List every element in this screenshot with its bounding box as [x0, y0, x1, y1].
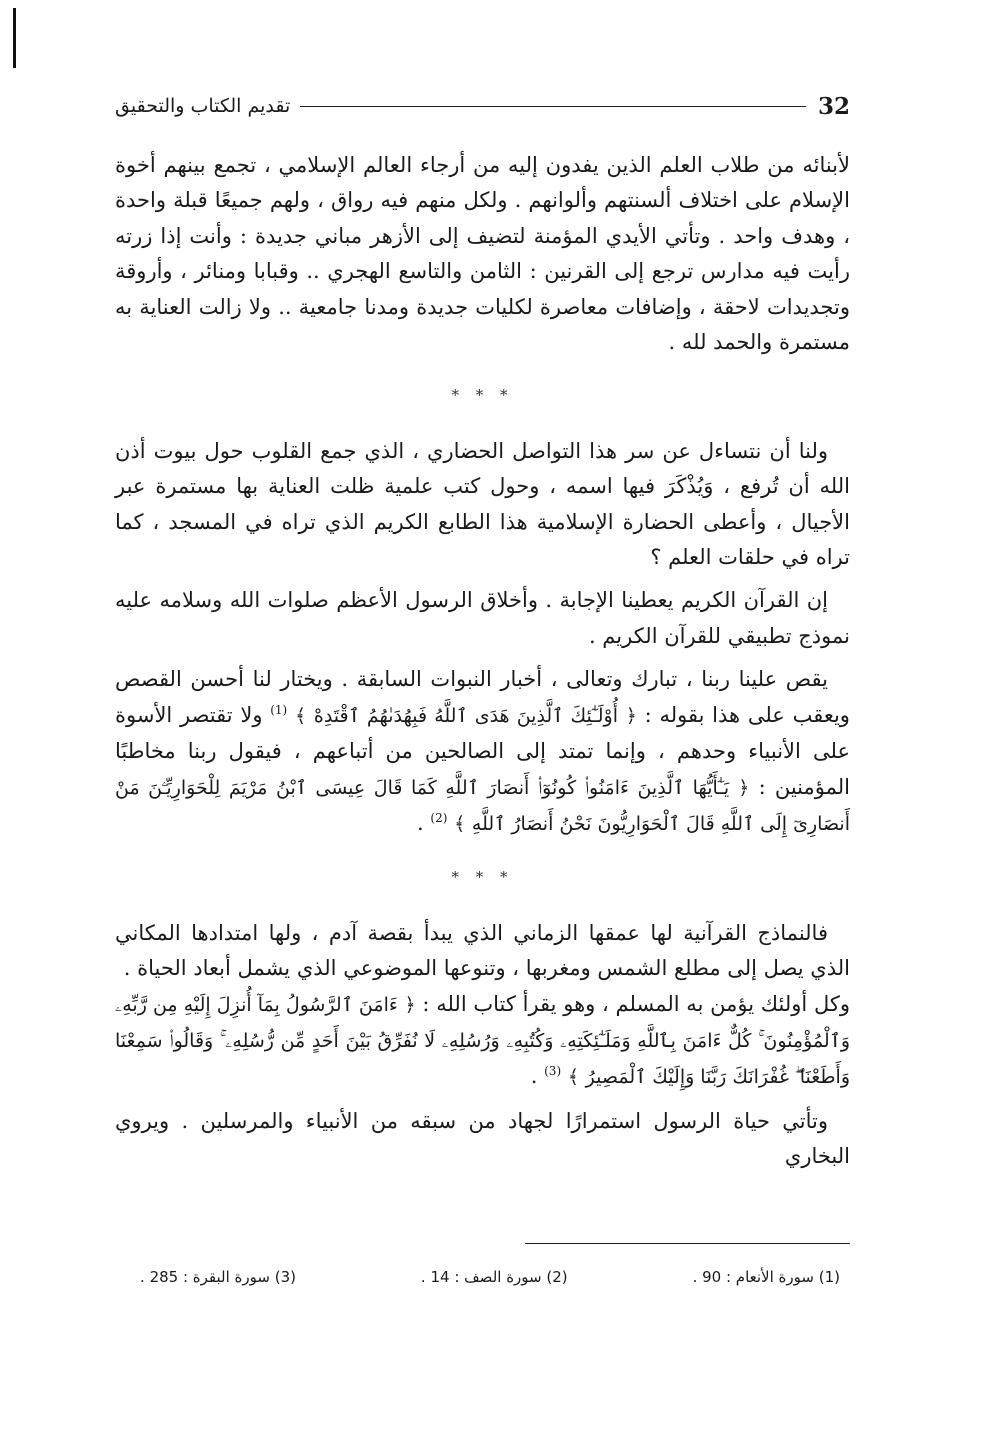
paragraph-4-middle: ولا تقتصر الأسوة على الأنبياء وحدهم ، وإنما تمتد إلى الصالحين من أتباعهم ، فيقول ربنا مخاطبًا المؤمنين : — [115, 702, 850, 799]
footnote-3: (3) سورة البقرة : 285 . — [140, 1268, 296, 1286]
paragraph-4 — [115, 662, 850, 842]
paragraph-2: ولنا أن نتساءل عن سر هذا التواصل الحضاري ، الذي جمع القلوب حول بيوت أذن الله أن تُرفع ، وَيُذْكَرَ فيها اسمه ، وحول كتب علمية ظلت العناية بها مستمرة عبر الأجيال ، وأعطى الحضارة الإسلامية هذا الطابع الكريم الذي تراه في المسجد ، كما تراه في حلقات العلم ؟ — [115, 438, 850, 570]
paragraph-6 — [115, 987, 850, 1096]
quran-verse-1: أُوْلَـٰٓئِكَ ٱلَّذِينَ هَدَى ٱللَّهُ فَبِهُدَىٰهُمُ ٱقْتَدِهْ — [313, 704, 618, 727]
quran-close-bracket-icon: ﴾ — [454, 812, 466, 835]
footnote-ref-1[interactable]: (1) — [270, 702, 288, 717]
paragraph-6-intro: وكل أولئك يؤمن به المسلم ، وهو يقرأ كتاب الله : — [422, 991, 850, 1016]
quran-verse-3: ءَامَنَ ٱلرَّسُولُ بِمَآ أُنزِلَ إِلَيْهِ مِن رَّبِّهِۦ وَٱلْمُؤْمِنُونَ ۚ كُلٌّ ءَامَنَ بِٱللَّهِ وَمَلَـٰٓئِكَتِهِۦ وَكُتُبِهِۦ وَرُسُلِهِۦ لَا نُفَرِّقُ بَيْنَ أَحَدٍ مِّن رُّسُلِهِۦ ۚ وَقَالُوا۟ سَمِعْنَا وَأَطَعْنَا ۖ غُفْرَانَكَ رَبَّنَا وَإِلَيْكَ ٱلْمَصِيرُ — [115, 993, 850, 1089]
paragraph-3: إن القرآن الكريم يعطينا الإجابة . وأخلاق الرسول الأعظم صلوات الله وسلامه عليه نموذج تطبيقي للقرآن الكريم . — [115, 588, 850, 648]
quran-close-bracket-icon: ﴾ — [567, 1066, 579, 1089]
footnote-ref-2[interactable]: (2) — [430, 810, 448, 825]
section-separator: * * * — [451, 868, 514, 887]
paragraph-4-intro: يقص علينا ربنا ، تبارك وتعالى ، أخبار النبوات السابقة . ويختار لنا أحسن القصص ويعقب على هذا بقوله : — [115, 667, 850, 727]
running-title: تقديم الكتاب والتحقيق — [115, 95, 291, 117]
footnotes — [140, 1268, 840, 1286]
paragraph-6-end: . — [530, 1064, 538, 1089]
footnote-2: (2) سورة الصف : 14 . — [420, 1268, 568, 1286]
section-separator: * * * — [451, 386, 514, 405]
running-header — [115, 88, 850, 124]
quran-open-bracket-icon: ﴿ — [738, 776, 750, 799]
paragraph-4-end: . — [417, 810, 424, 835]
quran-open-bracket-icon: ﴿ — [404, 993, 416, 1016]
main-text — [115, 148, 850, 1175]
footnote-separator — [525, 1243, 850, 1244]
footnote-ref-3[interactable]: (3) — [544, 1064, 562, 1079]
paragraph-5: فالنماذج القرآنية لها عمقها الزماني الذي يبدأ بقصة آدم ، ولها امتدادها المكاني الذي يصل إلى مطلع الشمس ومغربها ، وتنوعها الموضوعي الذي يشمل أبعاد الحياة . — [115, 920, 850, 981]
quran-close-bracket-icon: ﴾ — [294, 704, 307, 727]
quran-verse-2: يَـٰٓأَيُّهَا ٱلَّذِينَ ءَامَنُوا۟ كُونُوٓا۟ أَنصَارَ ٱللَّهِ كَمَا قَالَ عِيسَى ٱبْنُ مَرْيَمَ لِلْحَوَارِيِّـۧنَ مَنْ أَنصَارِىٓ إِلَى ٱللَّهِ قَالَ ٱلْحَوَارِيُّونَ نَحْنُ أَنصَارُ ٱللَّهِ — [115, 776, 850, 835]
quran-open-bracket-icon: ﴿ — [625, 704, 637, 727]
page-number: 32 — [817, 92, 850, 120]
footnote-1: (1) سورة الأنعام : 90 . — [692, 1268, 840, 1286]
paragraph-1: لأبنائه من طلاب العلم الذين يفدون إليه من أرجاء العالم الإسلامي ، تجمع بينهم أخوة الإسلام على اختلاف ألسنتهم وألوانهم . ولكل منهم فيه رواق ، ولهم جميعًا قبلة واحدة ، وهدف واحد . وتأتي الأيدي المؤمنة لتضيف إلى الأزهر مباني جديدة : وأنت إذا زرته رأيت فيه مدارس ترجع إلى القرنين : الثامن والتاسع الهجري .. وقبابا ومنائر ، وأروقة وتجديدات لاحقة ، وإضافات معاصرة لكليات جديدة ومدنا جامعية .. ولا زالت العناية به مستمرة والحمد لله . — [115, 153, 850, 355]
margin-mark — [13, 8, 16, 68]
header-rule — [300, 106, 806, 107]
paragraph-7: وتأتي حياة الرسول استمرارًا لجهاد من سبقه من الأنبياء والمرسلين . ويروي البخاري — [115, 1108, 850, 1169]
